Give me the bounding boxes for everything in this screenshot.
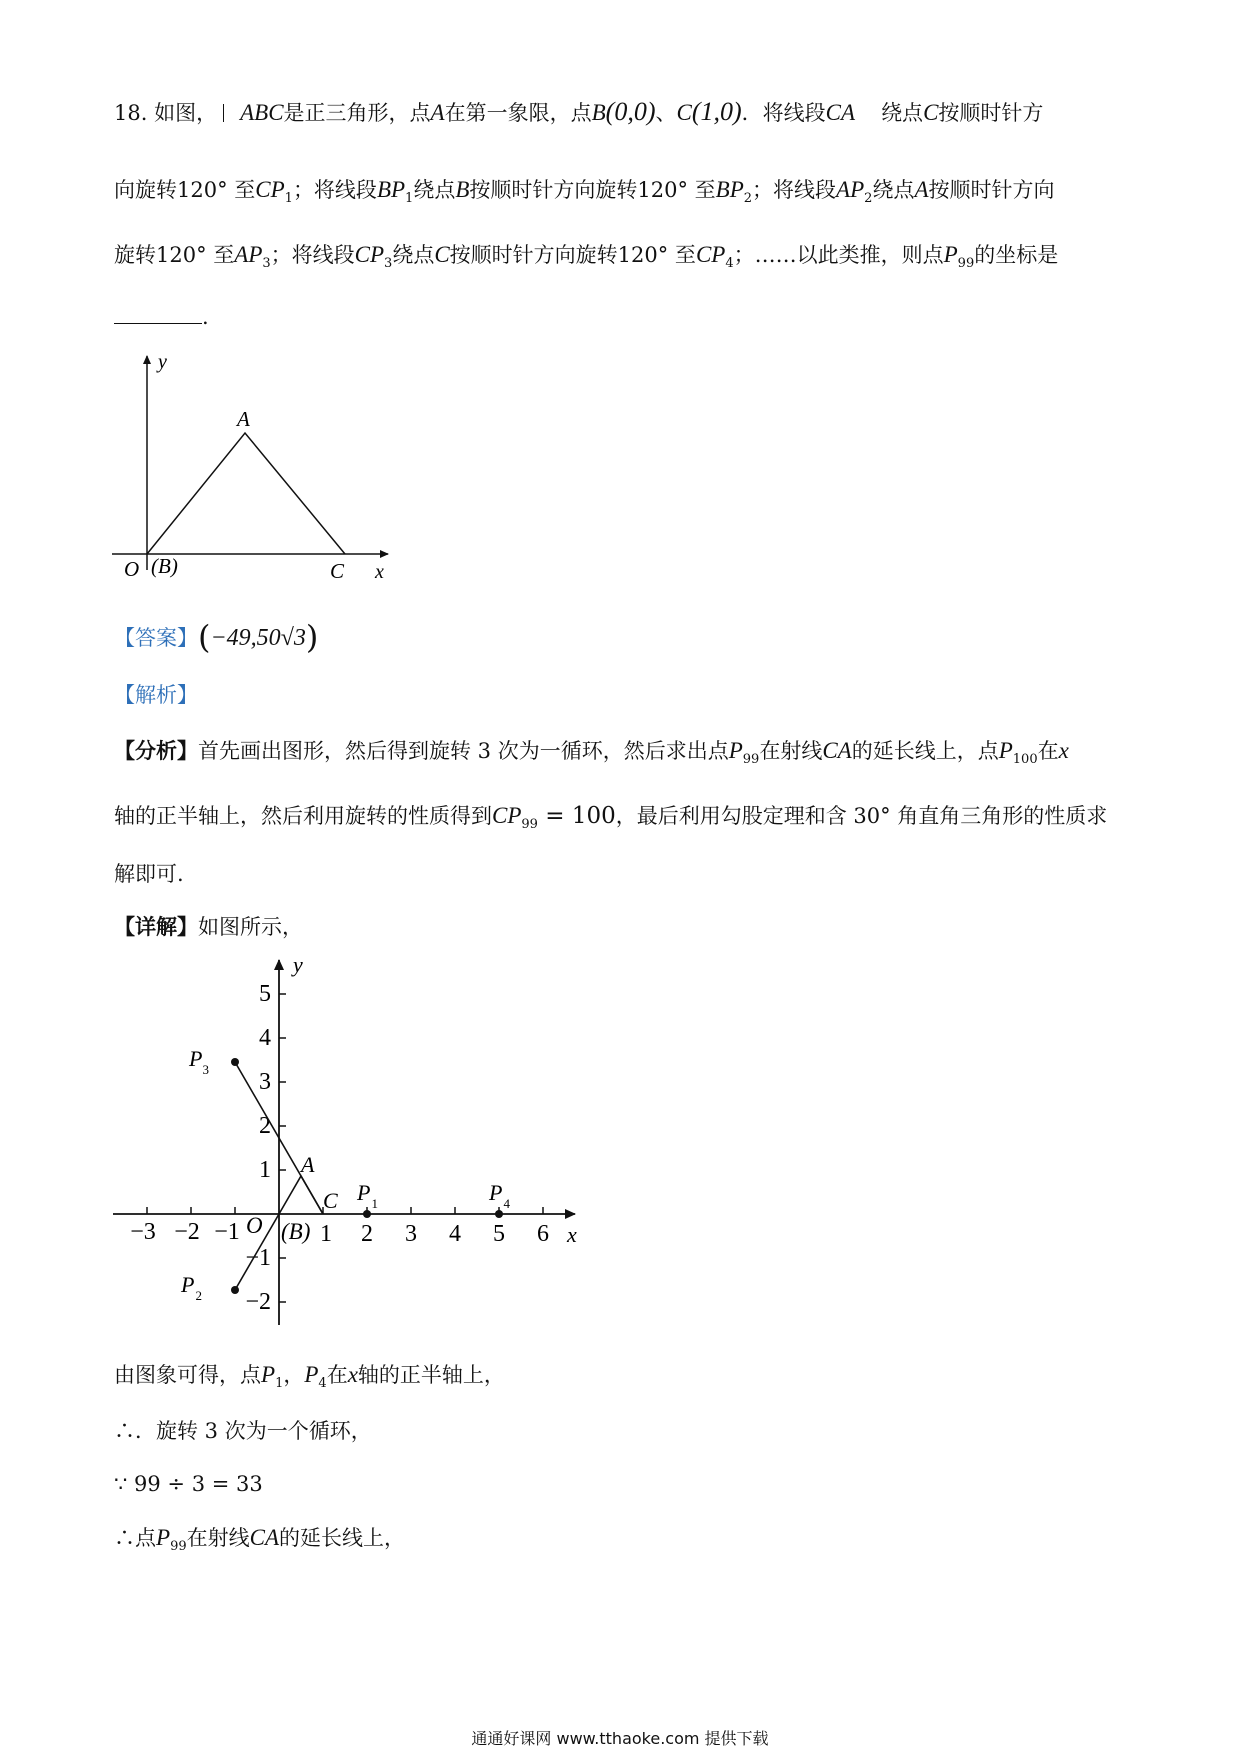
svg-text:2: 2	[361, 1221, 373, 1247]
svg-text:−1: −1	[245, 1245, 271, 1271]
point-p1	[363, 1210, 371, 1218]
svg-text:−2: −2	[245, 1289, 271, 1315]
svg-text:3: 3	[259, 1069, 271, 1095]
page-footer: 通通好课网 www.tthaoke.com 提供下载	[471, 1729, 769, 1748]
triangle-abc	[147, 433, 345, 554]
y-axis-label: y	[293, 952, 303, 977]
analysis-line-2: 轴的正半轴上，然后利用旋转的性质得到$CP_{99} = 100$，最后利用勾股定理和含 30° 角直角三角形的性质求	[114, 803, 1108, 832]
point-p3	[231, 1058, 239, 1066]
label-b: (B)	[281, 1219, 311, 1244]
label-a: A	[301, 1152, 315, 1177]
label-p4: $P_4$	[489, 1180, 510, 1211]
answer-blank-line: .	[114, 302, 209, 332]
svg-text:6: 6	[537, 1221, 549, 1247]
solution-line-4: ∴点$P_{99}$在射线CA的延长线上，	[114, 1525, 405, 1554]
triangle-figure	[110, 350, 410, 590]
svg-text:2: 2	[259, 1113, 271, 1139]
label-p2: $P_2$	[181, 1272, 202, 1303]
svg-text:−1: −1	[214, 1219, 240, 1245]
x-ticks	[147, 1207, 543, 1214]
label-c: C	[323, 1188, 338, 1213]
detail-line: 【详解】如图所示，	[114, 914, 303, 939]
label-a: A	[237, 407, 250, 431]
analysis-heading: 【解析】	[114, 683, 198, 707]
svg-text:5: 5	[493, 1221, 505, 1247]
triangle-abc	[279, 1176, 323, 1214]
x-axis-label: x	[567, 1222, 577, 1247]
label-o: O	[124, 557, 140, 581]
x-axis-label: x	[375, 561, 384, 583]
question-line-1: 18. 如图， ABC是正三角形，点A在第一象限，点B(0,0)、C(1,0)．将线段CA 绕点C按顺时针方	[114, 97, 1044, 126]
solution-line-2: ∴．旋转 3 次为一个循环，	[114, 1419, 372, 1443]
label-c: C	[330, 559, 345, 583]
svg-text:4: 4	[259, 1025, 271, 1051]
point-p2	[231, 1286, 239, 1294]
svg-text:1: 1	[259, 1157, 271, 1183]
triangle-symbol	[223, 104, 238, 122]
question-line-2: 向旋转120° 至$CP_1$；将线段$BP_1$绕点B按顺时针方向旋转120° 至$BP_2$；将线段$AP_2$绕点A按顺时针方向	[114, 177, 1055, 206]
svg-text:−3: −3	[130, 1219, 156, 1245]
svg-text:3: 3	[405, 1221, 417, 1247]
label-p3: $P_3$	[189, 1046, 209, 1077]
coordinate-figure	[105, 950, 595, 1340]
solution-line-1: 由图象可得，点$P_1$，$P_4$在x轴的正半轴上，	[114, 1362, 505, 1391]
point-p4	[495, 1210, 503, 1218]
analysis-line-1: 【分析】首先画出图形，然后得到旋转 3 次为一循环，然后求出点$P_{99}$在射线CA的延长线上，点$P_{100}$在x	[114, 738, 1069, 767]
analysis-line-3: 解即可.	[114, 862, 184, 886]
svg-text:−2: −2	[174, 1219, 200, 1245]
y-axis-label: y	[158, 351, 167, 373]
question-number: 18.	[114, 101, 148, 125]
answer-tag: 【答案】	[114, 626, 198, 650]
svg-text:4: 4	[449, 1221, 461, 1247]
svg-text:5: 5	[259, 981, 271, 1007]
svg-text:1: 1	[320, 1221, 332, 1247]
solution-line-3: ∵ 99 ÷ 3 = 33	[114, 1472, 263, 1496]
label-b: (B)	[151, 554, 178, 578]
x-tick-labels	[130, 1219, 549, 1247]
answer-blank	[114, 303, 202, 324]
answer-line: 【答案】(−49,50√3)	[114, 618, 319, 656]
question-line-3: 旋转120° 至$AP_3$；将线段$CP_3$绕点C按顺时针方向旋转120° 至$CP_4$；……以此类推，则点$P_{99}$的坐标是	[114, 242, 1059, 271]
label-p1: $P_1$	[357, 1180, 378, 1211]
sqrt-three: √3	[280, 625, 306, 651]
label-o: O	[246, 1213, 263, 1238]
